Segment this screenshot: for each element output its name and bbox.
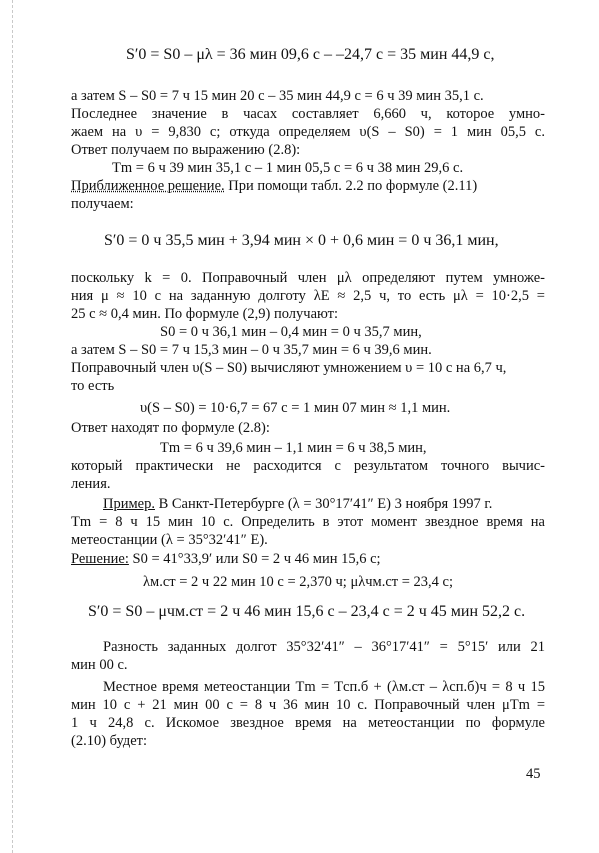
text-line: 25 с ≈ 0,4 мин. По формуле (2,9) получают: — [71, 306, 339, 322]
text-fragment: В Санкт-Петербурге (λ = 30°17′41″ E) 3 ноября 1997 г. — [154, 496, 493, 512]
text-fragment: S0 = 41°33,9′ или S0 = 2 ч 46 мин 15,6 с; — [128, 551, 381, 567]
formula-tm: Tm = 6 ч 39 мин 35,1 с – 1 мин 05,5 с = 6 ч 38 мин 29,6 с. — [112, 160, 464, 176]
text-line: а затем S – S0 = 7 ч 15,3 мин – 0 ч 35,7 мин = 6 ч 39,6 мин. — [71, 342, 432, 358]
solution-heading: Решение: — [71, 551, 129, 567]
text-line: (2.10) будет: — [71, 733, 147, 749]
binding-edge — [12, 0, 13, 853]
text-line: жаем на υ = 9,830 с; откуда определяем υ(S – S0) = 1 мин 05,5 с. — [71, 124, 545, 140]
formula-s0-prime-station: S′0 = S0 – μчм.ст = 2 ч 46 мин 15,6 с – 23,4 с = 2 ч 45 мин 52,2 с. — [88, 603, 526, 620]
text-line: 1 ч 24,8 с. Искомое звездное время на метеостанции по формуле — [71, 715, 545, 731]
text-line: мин 10 с + 21 мин 00 с = 8 ч 36 мин 10 с. Поправочный член μTm = — [71, 697, 545, 713]
page-number: 45 — [526, 766, 541, 782]
text-line: Ответ находят по формуле (2.8): — [71, 420, 270, 436]
formula-s0-prime: S′0 = S0 – μλ = 36 мин 09,6 с – –24,7 с = 35 мин 44,9 с, — [126, 46, 495, 63]
text-line: Поправочный член υ(S – S0) вычисляют умножением υ = 10 с на 6,7 ч, — [71, 360, 507, 376]
formula-correction: υ(S – S0) = 10·6,7 = 67 с = 1 мин 07 мин ≈ 1,1 мин. — [140, 400, 451, 416]
text-fragment: При помощи табл. 2.2 по формуле (2.11) — [224, 178, 478, 194]
text-line: ления. — [71, 476, 111, 492]
text-line: Разность заданных долгот 35°32′41″ – 36°17′41″ = 5°15′ или 21 — [103, 639, 545, 655]
text-line — [103, 496, 492, 513]
text-line: поскольку k = 0. Поправочный член μλ определяют путем умноже- — [71, 270, 545, 286]
example-heading: Пример. — [103, 496, 155, 512]
text-line: который практически не расходится с результатом точного вычис- — [71, 458, 545, 474]
text-line: Последнее значение в часах составляет 6,660 ч, которое умно- — [71, 106, 545, 122]
text-line — [71, 551, 381, 568]
formula-tm-approx: Tm = 6 ч 39,6 мин – 1,1 мин = 6 ч 38,5 мин, — [160, 440, 427, 456]
text-line: а затем S – S0 = 7 ч 15 мин 20 с – 35 мин 44,9 с = 6 ч 39 мин 35,1 с. — [71, 88, 484, 104]
formula-s0: S0 = 0 ч 36,1 мин – 0,4 мин = 0 ч 35,7 мин, — [160, 324, 422, 340]
text-line: Tm = 8 ч 15 мин 10 с. Определить в этот момент звездное время на — [71, 514, 545, 530]
text-line: метеостанции (λ = 35°32′41″ E). — [71, 532, 268, 548]
formula-lambda: λм.ст = 2 ч 22 мин 10 с = 2,370 ч; μλчм.ст = 23,4 с; — [143, 574, 454, 590]
text-line: ния μ ≈ 10 с на заданную долготу λE ≈ 2,5 ч, то есть μλ = 10·2,5 = — [71, 288, 545, 304]
text-line — [71, 178, 477, 195]
approx-solution-heading: Приближенное решение. — [71, 178, 225, 194]
text-line: Местное время метеостанции Tm = Tсп.б + (λм.ст – λсп.б)ч = 8 ч 15 — [103, 679, 545, 695]
formula-s0-prime-approx: S′0 = 0 ч 35,5 мин + 3,94 мин × 0 + 0,6 мин = 0 ч 36,1 мин, — [104, 232, 499, 249]
text-line: получаем: — [71, 196, 134, 212]
text-line: Ответ получаем по выражению (2.8): — [71, 142, 301, 158]
text-line: то есть — [71, 378, 115, 394]
text-line: мин 00 с. — [71, 657, 128, 673]
